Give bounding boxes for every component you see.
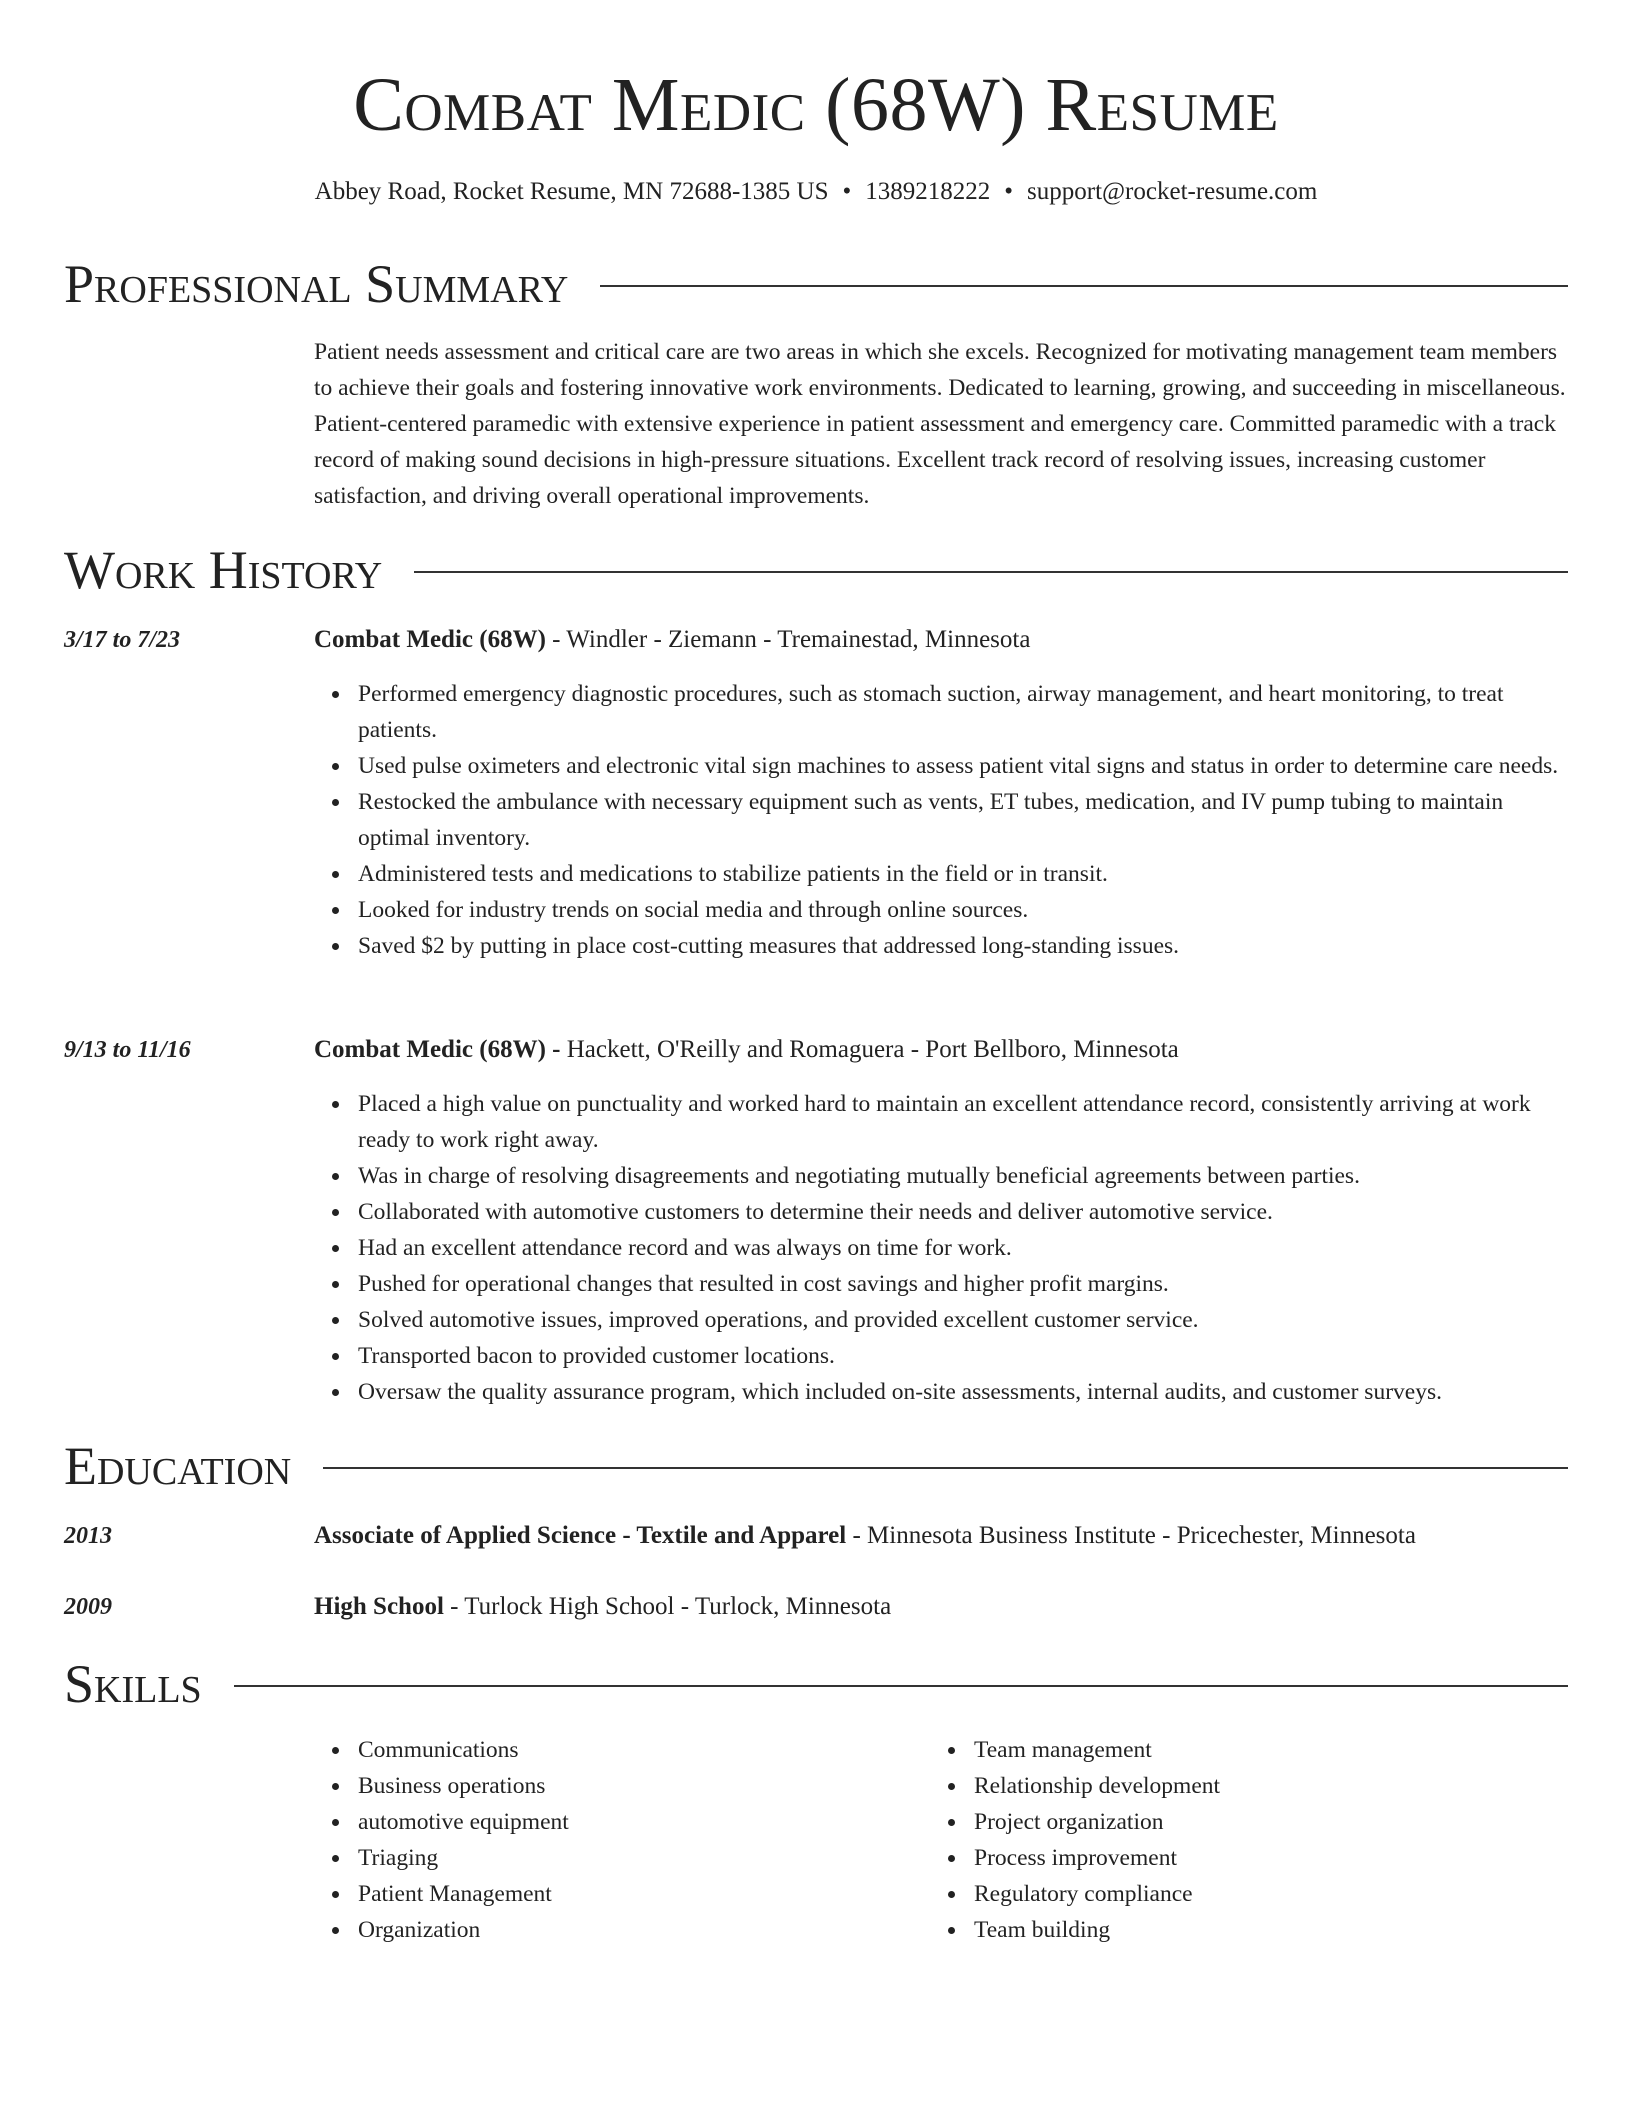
education-degree: High School — [314, 1593, 444, 1620]
job-employer: - Windler - Ziemann - Tremainestad, Minnesota — [545, 626, 1031, 653]
skill-item: Triaging — [358, 1840, 924, 1876]
section-title: Education — [64, 1436, 292, 1496]
contact-email: support@rocket-resume.com — [1027, 178, 1318, 205]
section-title: Professional Summary — [64, 254, 569, 314]
section-header-education — [64, 1434, 1568, 1498]
skill-item: Communications — [358, 1732, 924, 1768]
section-title: Skills — [64, 1654, 202, 1714]
job-title: Combat Medic (68W) - — [314, 1036, 561, 1063]
section-divider — [234, 1685, 1568, 1687]
section-header-skills — [64, 1652, 1568, 1716]
skill-item: Team building — [974, 1912, 1568, 1948]
job-duties-list — [314, 1086, 1568, 1410]
skill-item: Patient Management — [358, 1876, 924, 1912]
job-title: Combat Medic (68W) — [314, 626, 546, 653]
section-header-work — [64, 538, 1568, 602]
skill-item: Business operations — [358, 1768, 924, 1804]
list-item: Transported bacon to provided customer locations. — [358, 1338, 1568, 1374]
education-school: - Turlock High School - Turlock, Minnesota — [443, 1593, 892, 1620]
list-item: Placed a high value on punctuality and worked hard to maintain an excellent attendance record, consistently arriving at work ready to work right away. — [358, 1086, 1568, 1158]
skill-item: automotive equipment — [358, 1804, 924, 1840]
job-header — [314, 1032, 1568, 1068]
contact-line — [64, 174, 1568, 210]
skills-list-right — [930, 1732, 1568, 1948]
skill-item: Regulatory compliance — [974, 1876, 1568, 1912]
section-title: Work History — [64, 540, 383, 600]
contact-phone: 1389218222 — [865, 178, 991, 205]
list-item: Was in charge of resolving disagreements and negotiating mutually beneficial agreements between parties. — [358, 1158, 1568, 1194]
contact-separator: • — [1004, 178, 1014, 205]
education-entry — [314, 1518, 1568, 1554]
section-divider — [323, 1467, 1568, 1469]
list-item: Restocked the ambulance with necessary equipment such as vents, ET tubes, medication, and IV pump tubing to maintain optimal inventory. — [358, 784, 1568, 856]
education-degree: Associate of Applied Science - Textile and Apparel — [314, 1522, 847, 1549]
list-item: Administered tests and medications to stabilize patients in the field or in transit. — [358, 856, 1568, 892]
education-year: 2009 — [64, 1594, 112, 1620]
list-item: Oversaw the quality assurance program, which included on-site assessments, internal audits, and customer surveys. — [358, 1374, 1568, 1410]
job-employer: Hackett, O'Reilly and Romaguera - Port Bellboro, Minnesota — [560, 1036, 1179, 1063]
skill-item: Project organization — [974, 1804, 1568, 1840]
education-school: - Minnesota Business Institute - Pricechester, Minnesota — [846, 1522, 1416, 1549]
job-dates: 9/13 to 11/16 — [64, 1037, 191, 1063]
list-item: Solved automotive issues, improved operations, and provided excellent customer service. — [358, 1302, 1568, 1338]
list-item: Looked for industry trends on social media and through online sources. — [358, 892, 1568, 928]
summary-text: Patient needs assessment and critical care are two areas in which she excels. Recognized for motivating management team members to achieve their goals and fostering innovative work environments. Dedicated to learning, growing, and succeeding in miscellaneous. Patient-centered paramedic with extensive experience in patient assessment and emergency care. Committed paramedic with a track record of making sound decisions in high-pressure situations. Excellent track record of resolving issues, increasing customer satisfaction, and driving overall operational improvements. — [314, 339, 1566, 509]
contact-separator: • — [842, 178, 852, 205]
list-item: Collaborated with automotive customers to determine their needs and deliver automotive service. — [358, 1194, 1568, 1230]
list-item: Saved $2 by putting in place cost-cutting measures that addressed long-standing issues. — [358, 928, 1568, 964]
job-header — [314, 622, 1568, 658]
education-entry — [314, 1589, 1568, 1625]
list-item: Had an excellent attendance record and was always on time for work. — [358, 1230, 1568, 1266]
section-divider — [600, 285, 1568, 287]
list-item: Performed emergency diagnostic procedures, such as stomach suction, airway management, and heart monitoring, to treat patients. — [358, 676, 1568, 748]
section-header-summary — [64, 252, 1568, 316]
skill-item: Team management — [974, 1732, 1568, 1768]
contact-address: Abbey Road, Rocket Resume, MN 72688-1385 US — [314, 178, 829, 205]
education-year: 2013 — [64, 1523, 112, 1549]
list-item: Pushed for operational changes that resulted in cost savings and higher profit margins. — [358, 1266, 1568, 1302]
resume-title: Combat Medic (68W) Resume — [353, 63, 1279, 147]
skill-item: Relationship development — [974, 1768, 1568, 1804]
skill-item: Process improvement — [974, 1840, 1568, 1876]
job-dates: 3/17 to 7/23 — [64, 627, 181, 653]
skills-list-left — [314, 1732, 924, 1948]
skill-item: Organization — [358, 1912, 924, 1948]
job-duties-list — [314, 676, 1568, 964]
section-divider — [414, 571, 1568, 573]
list-item: Used pulse oximeters and electronic vital sign machines to assess patient vital signs and status in order to determine care needs. — [358, 748, 1568, 784]
